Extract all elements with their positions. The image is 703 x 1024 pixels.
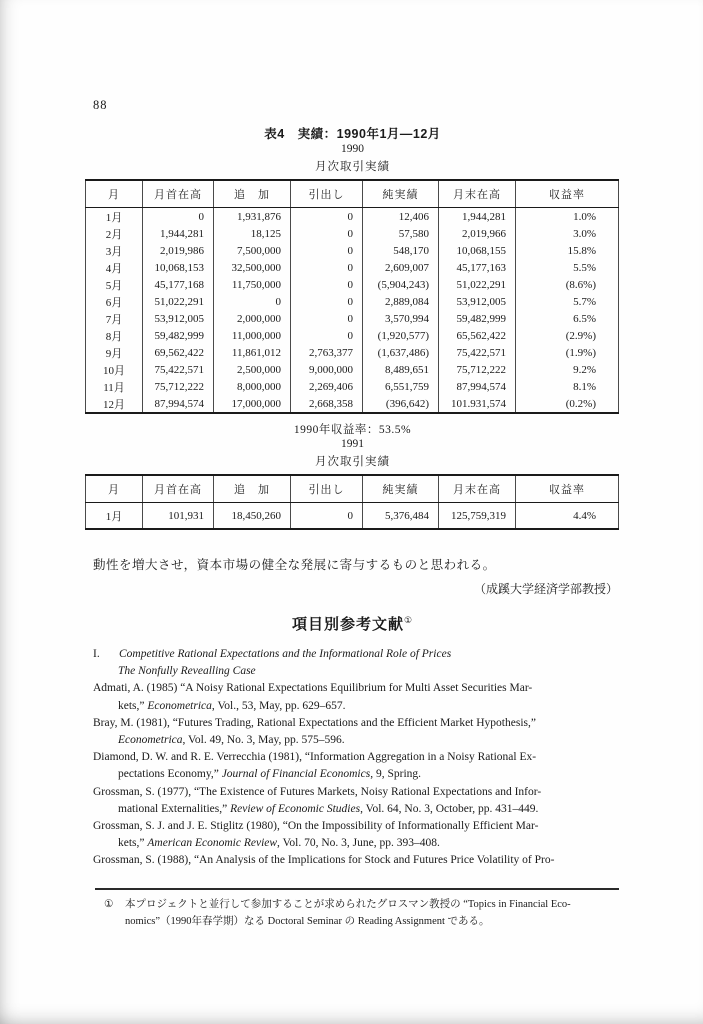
- footnote: [104, 896, 620, 930]
- value-cell: 45,177,168: [143, 276, 214, 293]
- bibliography-line: [93, 680, 621, 697]
- section-title-line2: The Nonfully Revealling Case: [118, 665, 256, 678]
- bibliography-list: [93, 646, 621, 870]
- column-header: 純実績: [363, 475, 439, 503]
- column-header: 収益率: [516, 180, 619, 208]
- value-cell: 0: [291, 225, 363, 242]
- monthly-results-table-1991: [85, 474, 619, 530]
- bibliography-line: [93, 749, 621, 766]
- column-header: 追 加: [214, 475, 291, 503]
- table-row: [86, 225, 619, 242]
- value-cell: 17,000,000: [214, 395, 291, 413]
- value-cell: (8.6%): [516, 276, 619, 293]
- bibliography-section-title: [93, 646, 621, 663]
- reference-text: , 9, Spring.: [370, 768, 422, 781]
- value-cell: 53,912,005: [439, 293, 516, 310]
- value-cell: 0: [291, 242, 363, 259]
- value-cell: 11,861,012: [214, 344, 291, 361]
- table-row: [86, 503, 619, 530]
- value-cell: (1,637,486): [363, 344, 439, 361]
- value-cell: 7,500,000: [214, 242, 291, 259]
- month-cell: 6月: [86, 293, 143, 310]
- bibliography-line: [93, 766, 621, 783]
- value-cell: 2,763,377: [291, 344, 363, 361]
- table-row: [86, 208, 619, 226]
- value-cell: 2,019,966: [439, 225, 516, 242]
- value-cell: 18,125: [214, 225, 291, 242]
- table-row: [86, 378, 619, 395]
- value-cell: 75,422,571: [439, 344, 516, 361]
- table-caption: 表4 実績：1990年1月—12月: [264, 127, 441, 141]
- value-cell: 9.2%: [516, 361, 619, 378]
- section-number: I.: [93, 648, 100, 660]
- month-cell: 11月: [86, 378, 143, 395]
- reference-text: Grossman, S. (1988), “An Analysis of the Implications for Stock and Futures Price Volatility of Pro-: [93, 854, 555, 867]
- reference-text: Grossman, S. (1977), “The Existence of Futures Markets, Noisy Rational Expectations and Infor-: [93, 785, 542, 798]
- column-header: 追 加: [214, 180, 291, 208]
- value-cell: 2,019,986: [143, 242, 214, 259]
- table-row: [86, 361, 619, 378]
- month-cell: 1月: [86, 503, 143, 530]
- value-cell: 5,376,484: [363, 503, 439, 530]
- value-cell: (5,904,243): [363, 276, 439, 293]
- value-cell: 59,482,999: [143, 327, 214, 344]
- bibliography-line: [93, 715, 621, 732]
- monthly-results-table-1990: [85, 179, 619, 414]
- reference-text: kets,”: [118, 837, 148, 850]
- table-subtitle-1990: 月次取引実績: [315, 161, 390, 173]
- month-cell: 7月: [86, 310, 143, 327]
- column-header: 月首在高: [143, 180, 214, 208]
- column-header: 引出し: [291, 475, 363, 503]
- reference-text: mational Externalities,”: [118, 802, 231, 815]
- journal-title: American Economic Review: [147, 837, 278, 850]
- journal-title: Econometrica: [147, 699, 212, 712]
- value-cell: 125,759,319: [439, 503, 516, 530]
- value-cell: (396,642): [363, 395, 439, 413]
- journal-title: Review of Economic Studies: [230, 802, 361, 815]
- column-header: 月: [86, 180, 143, 208]
- value-cell: 101,931: [143, 503, 214, 530]
- value-cell: 65,562,422: [439, 327, 516, 344]
- footnote-marker: ①: [104, 899, 114, 910]
- body-paragraph: 動性を増大させ，資本市場の健全な発展に寄与するものと思われる。: [93, 558, 496, 572]
- bibliography-line: [93, 852, 621, 869]
- table-row: [86, 327, 619, 344]
- value-cell: 9,000,000: [291, 361, 363, 378]
- value-cell: 5.5%: [516, 259, 619, 276]
- reference-text: , Vol. 64, No. 3, October, pp. 431–449.: [360, 802, 539, 815]
- value-cell: 51,022,291: [143, 293, 214, 310]
- column-header: 月: [86, 475, 143, 503]
- bibliography-line: [93, 835, 621, 852]
- column-header: 月首在高: [143, 475, 214, 503]
- value-cell: 2,500,000: [214, 361, 291, 378]
- value-cell: 11,000,000: [214, 327, 291, 344]
- annual-return-note: 1990年収益率：53.5%: [293, 424, 412, 436]
- value-cell: (2.9%): [516, 327, 619, 344]
- footnote-line: nomics”（1990年春学期）なる Doctoral Seminar の Reading Assignment である。: [125, 916, 490, 927]
- value-cell: 0: [291, 503, 363, 530]
- bibliography-entries: [93, 680, 621, 869]
- table-row: [86, 395, 619, 413]
- value-cell: 1,931,876: [214, 208, 291, 226]
- reference-text: kets,”: [118, 699, 148, 712]
- value-cell: 0: [143, 208, 214, 226]
- footnote-line: ① 本プロジェクトと並行して参加することが求められたグロスマン教授の “Topics in Financial Eco-: [104, 896, 620, 913]
- table-header-row: [86, 475, 619, 503]
- month-cell: 9月: [86, 344, 143, 361]
- value-cell: 75,712,222: [143, 378, 214, 395]
- value-cell: 0: [291, 293, 363, 310]
- value-cell: 15.8%: [516, 242, 619, 259]
- column-header: 収益率: [516, 475, 619, 503]
- value-cell: 6.5%: [516, 310, 619, 327]
- value-cell: 32,500,000: [214, 259, 291, 276]
- value-cell: 18,450,260: [214, 503, 291, 530]
- table-row: [86, 293, 619, 310]
- value-cell: 0: [291, 327, 363, 344]
- journal-title: Journal of Financial Economics: [221, 768, 371, 781]
- value-cell: 4.4%: [516, 503, 619, 530]
- month-cell: 8月: [86, 327, 143, 344]
- value-cell: 2,269,406: [291, 378, 363, 395]
- bibliography-line: [93, 698, 621, 715]
- bibliography-line: [93, 801, 621, 818]
- reference-text: , Vol., 53, May, pp. 629–657.: [211, 699, 346, 712]
- table-row: [86, 310, 619, 327]
- value-cell: 87,994,574: [143, 395, 214, 413]
- bibliography-line: [93, 732, 621, 749]
- month-cell: 3月: [86, 242, 143, 259]
- journal-title: Econometrica: [118, 734, 183, 747]
- value-cell: 75,422,571: [143, 361, 214, 378]
- value-cell: 2,889,084: [363, 293, 439, 310]
- value-cell: 3.0%: [516, 225, 619, 242]
- value-cell: 2,000,000: [214, 310, 291, 327]
- value-cell: 0: [291, 259, 363, 276]
- reference-text: , Vol. 70, No. 3, June, pp. 393–408.: [277, 837, 440, 850]
- value-cell: 57,580: [363, 225, 439, 242]
- table-row: [86, 259, 619, 276]
- value-cell: 2,609,007: [363, 259, 439, 276]
- table-row: [86, 344, 619, 361]
- reference-text: Grossman, S. J. and J. E. Stiglitz (1980), “On the Impossibility of Informationally Efficient Mar-: [93, 820, 539, 833]
- value-cell: 8,000,000: [214, 378, 291, 395]
- value-cell: 0: [291, 310, 363, 327]
- reference-text: , Vol. 49, No. 3, May, pp. 575–596.: [182, 734, 345, 747]
- value-cell: 548,170: [363, 242, 439, 259]
- value-cell: 51,022,291: [439, 276, 516, 293]
- table-row: [86, 276, 619, 293]
- month-cell: 5月: [86, 276, 143, 293]
- bibliography-line: [93, 784, 621, 801]
- value-cell: 5.7%: [516, 293, 619, 310]
- bibliography-line: [93, 818, 621, 835]
- value-cell: 1,944,281: [143, 225, 214, 242]
- column-header: 純実績: [363, 180, 439, 208]
- month-cell: 1月: [86, 208, 143, 226]
- month-cell: 2月: [86, 225, 143, 242]
- value-cell: 69,562,422: [143, 344, 214, 361]
- author-affiliation: （成蹊大学経済学部教授）: [473, 582, 618, 596]
- reference-text: Admati, A. (1985) “A Noisy Rational Expectations Equilibrium for Multi Asset Securities Mar-: [93, 682, 533, 695]
- value-cell: 101.931,574: [439, 395, 516, 413]
- table-year-1990: 1990: [341, 143, 364, 155]
- value-cell: 0: [291, 276, 363, 293]
- value-cell: 11,750,000: [214, 276, 291, 293]
- value-cell: (1.9%): [516, 344, 619, 361]
- table-header-row: [86, 180, 619, 208]
- value-cell: 3,570,994: [363, 310, 439, 327]
- value-cell: 45,177,163: [439, 259, 516, 276]
- table-year-1991: 1991: [341, 438, 364, 450]
- bibliography-heading: [85, 613, 620, 634]
- value-cell: 2,668,358: [291, 395, 363, 413]
- value-cell: 0: [214, 293, 291, 310]
- column-header: 月末在高: [439, 475, 516, 503]
- reference-text: pectations Economy,”: [118, 768, 222, 781]
- value-cell: 1,944,281: [439, 208, 516, 226]
- value-cell: 75,712,222: [439, 361, 516, 378]
- month-cell: 4月: [86, 259, 143, 276]
- value-cell: 10,068,155: [439, 242, 516, 259]
- table-row: [86, 242, 619, 259]
- value-cell: 6,551,759: [363, 378, 439, 395]
- column-header: 引出し: [291, 180, 363, 208]
- month-cell: 12月: [86, 395, 143, 413]
- footnote-divider: [95, 888, 619, 890]
- table-subtitle-1991: 月次取引実績: [315, 456, 390, 468]
- value-cell: 59,482,999: [439, 310, 516, 327]
- value-cell: 0: [291, 208, 363, 226]
- value-cell: 87,994,574: [439, 378, 516, 395]
- reference-text: Bray, M. (1981), “Futures Trading, Rational Expectations and the Efficient Market Hypothesis,”: [93, 716, 536, 729]
- month-cell: 10月: [86, 361, 143, 378]
- value-cell: (1,920,577): [363, 327, 439, 344]
- reference-text: Diamond, D. W. and R. E. Verrecchia (1981), “Information Aggregation in a Noisy Rational Ex-: [93, 751, 537, 764]
- value-cell: 8,489,651: [363, 361, 439, 378]
- page-number: 88: [93, 98, 108, 112]
- value-cell: (0.2%): [516, 395, 619, 413]
- section-title-line1: Competitive Rational Expectations and the Informational Role of Prices: [119, 648, 452, 660]
- value-cell: 12,406: [363, 208, 439, 226]
- footnote-reference-mark: ①: [403, 615, 414, 625]
- column-header: 月末在高: [439, 180, 516, 208]
- bibliography-heading-text: 項目別参考文献: [291, 616, 404, 633]
- value-cell: 53,912,005: [143, 310, 214, 327]
- value-cell: 10,068,153: [143, 259, 214, 276]
- value-cell: 8.1%: [516, 378, 619, 395]
- value-cell: 1.0%: [516, 208, 619, 226]
